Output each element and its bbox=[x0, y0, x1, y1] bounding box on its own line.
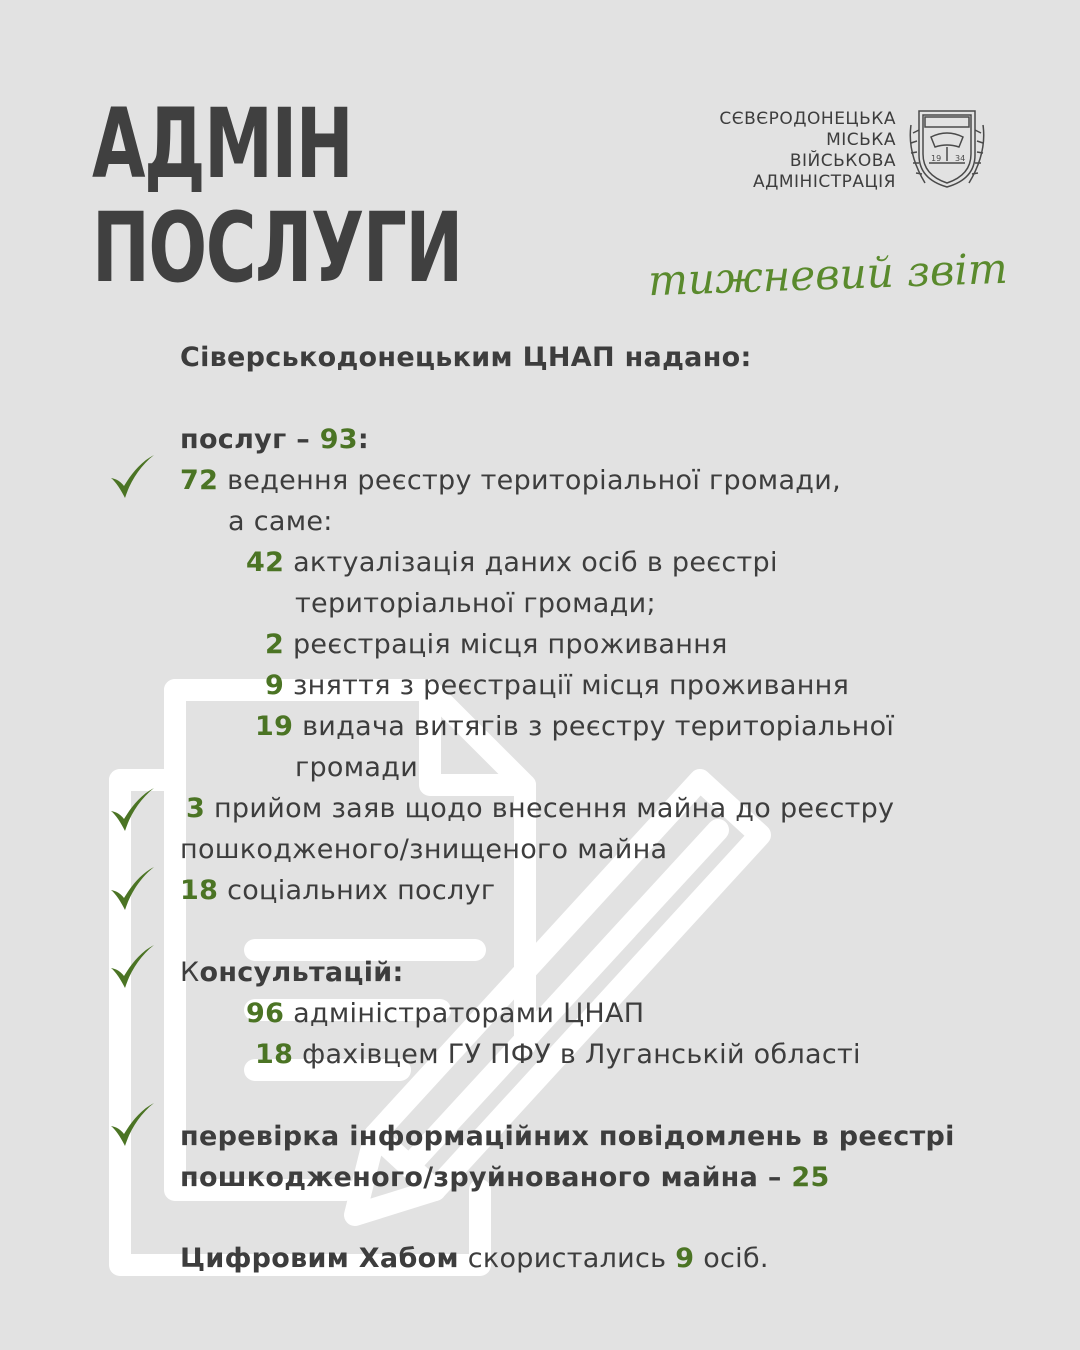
registration-line bbox=[265, 627, 728, 663]
deregistration-num: 9 bbox=[265, 670, 285, 701]
actualization-num: 42 bbox=[246, 547, 285, 578]
verification-line-1: перевірка інформаційних повідомлень в реєстрі bbox=[180, 1121, 955, 1152]
registry-line bbox=[180, 463, 841, 499]
extracts-cont: громади bbox=[295, 752, 419, 783]
services-label: послуг – bbox=[180, 424, 320, 455]
hub-line bbox=[180, 1241, 769, 1277]
property-cont: пошкодженого/знищеного майна bbox=[180, 834, 668, 865]
consult-admins-text: адміністраторами ЦНАП bbox=[293, 998, 645, 1029]
consult-pfu-line bbox=[255, 1037, 861, 1073]
actualization-cont: територіальної громади; bbox=[295, 588, 656, 619]
hub-text: скористались bbox=[458, 1243, 676, 1274]
org-name bbox=[719, 109, 896, 193]
registration-text: реєстрація місця проживання bbox=[292, 629, 728, 660]
title-line-2: ПОСЛУГИ bbox=[92, 192, 462, 304]
deregistration-text: зняття з реєстрації місця проживання bbox=[292, 670, 850, 701]
org-line-2: МІСЬКА bbox=[826, 130, 896, 150]
property-text: прийом заяв щодо внесення майна до реєстру bbox=[213, 793, 895, 824]
svg-text:19: 19 bbox=[931, 154, 942, 163]
checkmark-icon bbox=[108, 942, 156, 990]
services-colon: : bbox=[357, 424, 369, 455]
registry-cont: а саме: bbox=[228, 506, 333, 537]
hub-bold: Цифровим Хабом bbox=[180, 1243, 459, 1274]
page-title bbox=[92, 88, 462, 304]
checkmark-icon bbox=[108, 864, 156, 912]
property-num: 3 bbox=[186, 793, 206, 824]
property-line bbox=[186, 791, 894, 827]
consult-pfu-num: 18 bbox=[255, 1039, 294, 1070]
consult-label bbox=[180, 955, 404, 991]
services-total-line bbox=[180, 422, 369, 458]
social-line bbox=[180, 873, 495, 909]
checkmark-icon bbox=[108, 785, 156, 833]
registry-num: 72 bbox=[180, 465, 219, 496]
actualization-line bbox=[246, 545, 778, 581]
actualization-text: актуалізація даних осіб в реєстрі bbox=[293, 547, 778, 578]
checkmark-icon bbox=[108, 452, 156, 500]
weekly-report-label: тижневий звіт bbox=[647, 243, 1009, 306]
consult-pfu-text: фахівцем ГУ ПФУ в Луганській області bbox=[302, 1039, 861, 1070]
svg-text:34: 34 bbox=[955, 154, 966, 163]
registration-num: 2 bbox=[265, 629, 285, 660]
extracts-line bbox=[255, 709, 894, 745]
title-line-1: АДМІН bbox=[92, 88, 353, 200]
org-line-4: АДМІНІСТРАЦІЯ bbox=[752, 172, 896, 192]
checkmark-icon bbox=[108, 1100, 156, 1148]
deregistration-line bbox=[265, 668, 849, 704]
extracts-text: видача витягів з реєстру територіальної bbox=[302, 711, 895, 742]
verification-num: 25 bbox=[791, 1162, 830, 1193]
registry-text: ведення реєстру територіальної громади, bbox=[227, 465, 841, 496]
extracts-num: 19 bbox=[255, 711, 294, 742]
verification-text: пошкодженого/зруйнованого майна – bbox=[180, 1162, 792, 1193]
consult-label-rest: онсультацій: bbox=[199, 957, 404, 988]
hub-num: 9 bbox=[675, 1243, 695, 1274]
consult-label-first: К bbox=[180, 957, 200, 988]
consult-admins-num: 96 bbox=[246, 998, 285, 1029]
org-line-1: СЄВЄРОДОНЕЦЬКА bbox=[719, 109, 896, 129]
city-seal-icon bbox=[905, 103, 989, 191]
consult-admins-line bbox=[246, 996, 644, 1032]
hub-tail: осіб. bbox=[694, 1243, 769, 1274]
social-text: соціальних послуг bbox=[227, 875, 496, 906]
report-heading: Сіверськодонецьким ЦНАП надано: bbox=[180, 342, 752, 373]
verification-line-2 bbox=[180, 1160, 830, 1196]
services-total: 93 bbox=[319, 424, 358, 455]
social-num: 18 bbox=[180, 875, 219, 906]
org-line-3: ВІЙСЬКОВА bbox=[789, 151, 896, 171]
